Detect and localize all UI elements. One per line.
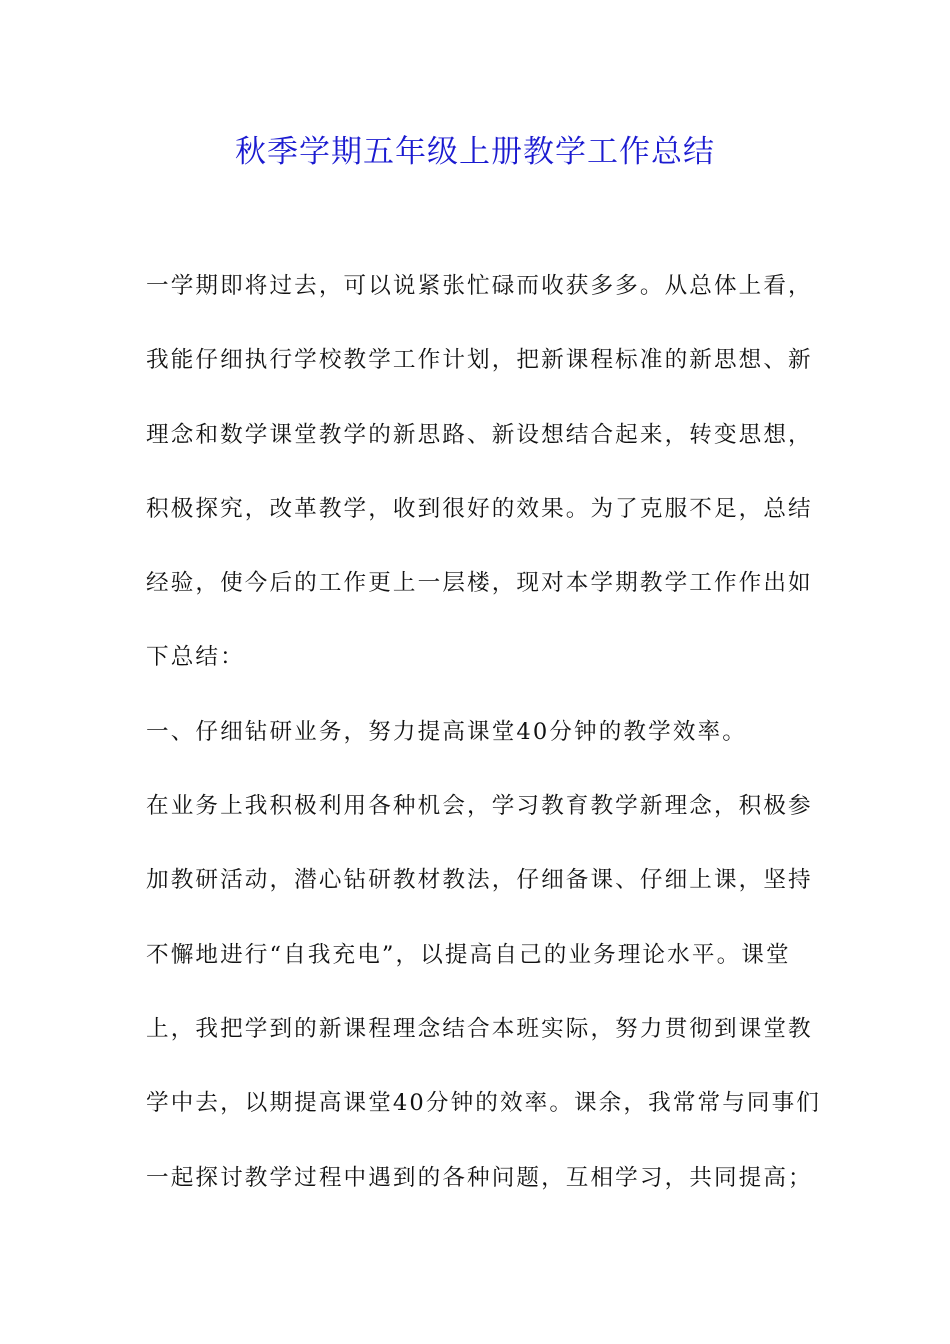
body-line: 上，我把学到的新课程理念结合本班实际，努力贯彻到课堂教 — [146, 1015, 813, 1042]
body-line: 在业务上我积极利用各种机会，学习教育教学新理念，积极参 — [146, 793, 813, 820]
document-body — [146, 262, 821, 1228]
body-line: 经验，使今后的工作更上一层楼，现对本学期教学工作作出如 — [146, 570, 813, 597]
body-line: 我能仔细执行学校教学工作计划，把新课程标准的新思想、新 — [146, 347, 813, 374]
body-line: 理念和数学课堂教学的新思路、新设想结合起来，转变思想， — [146, 421, 813, 448]
body-line: 一起探讨教学过程中遇到的各种问题，互相学习，共同提高； — [146, 1164, 813, 1191]
body-line: 加教研活动，潜心钻研教材教法，仔细备课、仔细上课，坚持 — [146, 867, 813, 894]
document-title: 秋季学期五年级上册教学工作总结 — [235, 134, 715, 170]
body-line: 积极探究，改革教学，收到很好的效果。为了克服不足，总结 — [146, 495, 813, 522]
body-line: 一学期即将过去，可以说紧张忙碌而收获多多。从总体上看， — [146, 273, 813, 299]
body-line: 不懈地进行“自我充电”，以提高自己的业务理论水平。课堂 — [146, 941, 791, 968]
body-line: 学中去，以期提高课堂40分钟的效率。课余，我常常与同事们 — [146, 1090, 821, 1117]
body-line: 下总结： — [146, 644, 245, 671]
section-heading: 一、仔细钻研业务，努力提高课堂40分钟的教学效率。 — [146, 718, 747, 745]
